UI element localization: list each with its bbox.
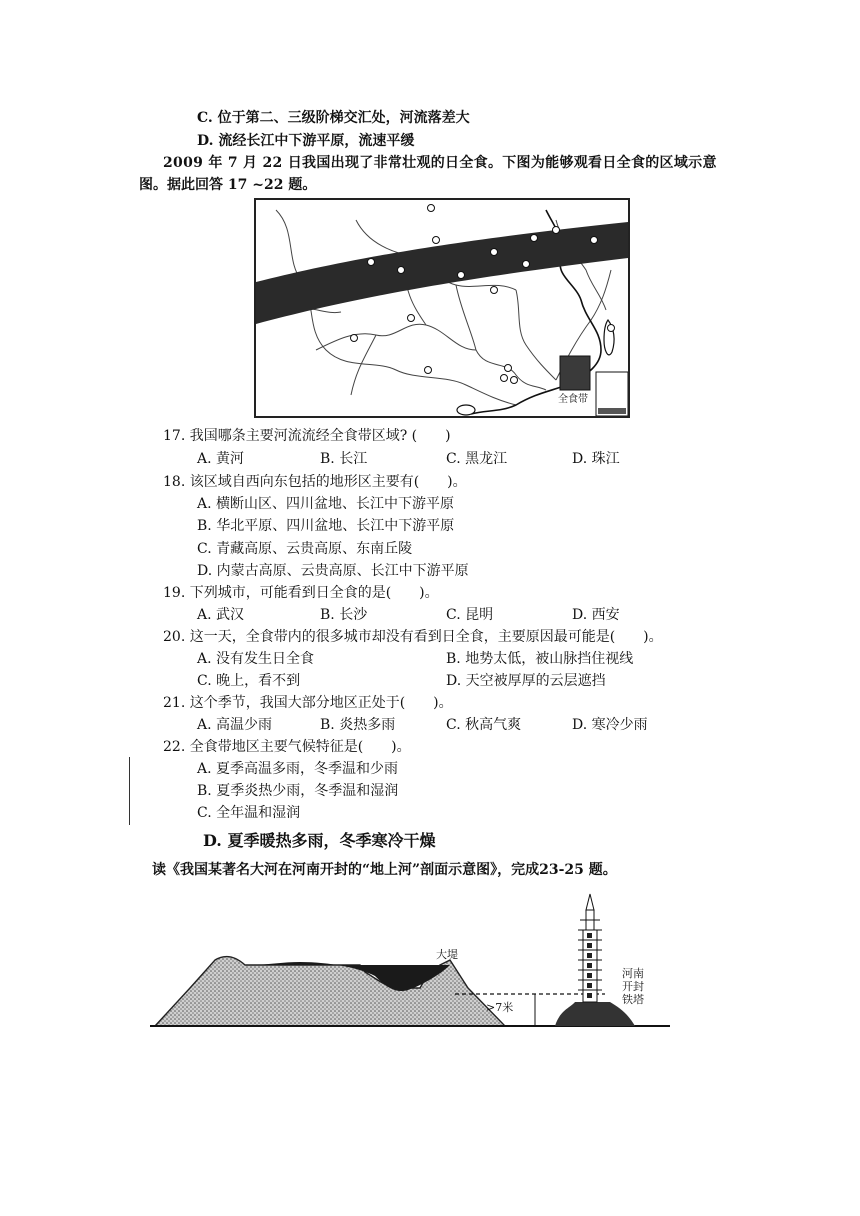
legend-swatch <box>560 356 590 390</box>
eclipse-map <box>254 198 630 418</box>
tower-label-3: 铁塔 <box>622 993 644 1006</box>
q19-stem: 19. 下列城市，可能看到日全食的是( )。 <box>163 585 439 601</box>
q17-option-b: B. 长江 <box>320 451 368 467</box>
q19-option-a: A. 武汉 <box>197 607 245 623</box>
inset-scale <box>598 408 626 414</box>
q20-option-a: A. 没有发生日全食 <box>197 651 315 667</box>
q21-stem: 21. 这个季节，我国大部分地区正处于( )。 <box>163 695 453 711</box>
q22-option-a: A. 夏季高温多雨，冬季温和少雨 <box>197 761 399 777</box>
q18-option-d: D. 内蒙古高原、云贵高原、长江中下游平原 <box>197 563 469 579</box>
tower-label-1: 河南 <box>622 967 644 980</box>
intro-23-25: 读《我国某著名大河在河南开封的“地上河”剖面示意图》，完成23-25 题。 <box>152 862 617 878</box>
q17-stem: 17. 我国哪条主要河流流经全食带区域? ( ) <box>163 428 451 444</box>
above-ground-river-profile <box>150 890 680 1040</box>
q20-option-d: D. 天空被厚厚的云层遮挡 <box>446 673 606 689</box>
q17-option-a: A. 黄河 <box>197 451 245 467</box>
q19-option-d: D. 西安 <box>572 607 620 623</box>
q19-option-c: C. 昆明 <box>446 607 494 623</box>
intro-line-1: 2009 年 7 月 22 日我国出现了非常壮观的日全食。下图为能够观看日全食的区域示意 <box>163 155 717 171</box>
q18-option-a: A. 横断山区、四川盆地、长江中下游平原 <box>197 496 455 512</box>
q18-option-c: C. 青藏高原、云贵高原、东南丘陵 <box>197 541 413 557</box>
q22-stem: 22. 全食带地区主要气候特征是( )。 <box>163 739 411 755</box>
scan-margin-line <box>129 757 130 825</box>
q21-option-b: B. 炎热多雨 <box>320 717 396 733</box>
q18-option-b: B. 华北平原、四川盆地、长江中下游平原 <box>197 518 455 534</box>
q21-option-a: A. 高温少雨 <box>197 717 273 733</box>
totality-band <box>256 222 628 324</box>
q20-stem: 20. 这一天，全食带内的很多城市却没有看到日全食，主要原因最可能是( )。 <box>163 629 663 645</box>
q17-option-d: D. 珠江 <box>572 451 620 467</box>
levee-label: 大堤 <box>436 948 458 961</box>
profile-drawing <box>150 890 680 1040</box>
q21-option-c: C. 秋高气爽 <box>446 717 522 733</box>
q22-option-d: D. 夏季暖热多雨，冬季寒冷干燥 <box>203 831 436 850</box>
q20-option-c: C. 晚上，看不到 <box>197 673 301 689</box>
q18-stem: 18. 该区域自西向东包括的地形区主要有( )。 <box>163 474 467 490</box>
legend-label: 全食带 <box>558 394 588 405</box>
q19-option-b: B. 长沙 <box>320 607 368 623</box>
tower-label-2: 开封 <box>622 980 644 993</box>
intro-line-2: 图。据此回答 17 ~22 题。 <box>139 177 317 193</box>
levee-shape <box>155 957 505 1026</box>
q17-option-c: C. 黑龙江 <box>446 451 508 467</box>
hainan-outline <box>457 405 475 415</box>
height-label: >7米 <box>486 1001 514 1014</box>
map-drawing <box>256 200 628 416</box>
q20-option-b: B. 地势太低，被山脉挡住视线 <box>446 651 634 667</box>
option-c-prev: C. 位于第二、三级阶梯交汇处，河流落差大 <box>197 110 470 126</box>
q21-option-d: D. 寒冷少雨 <box>572 717 648 733</box>
q22-option-c: C. 全年温和湿润 <box>197 805 301 821</box>
option-d-prev: D. 流经长江中下游平原，流速平缓 <box>197 133 415 149</box>
q22-option-b: B. 夏季炎热少雨，冬季温和湿润 <box>197 783 399 799</box>
